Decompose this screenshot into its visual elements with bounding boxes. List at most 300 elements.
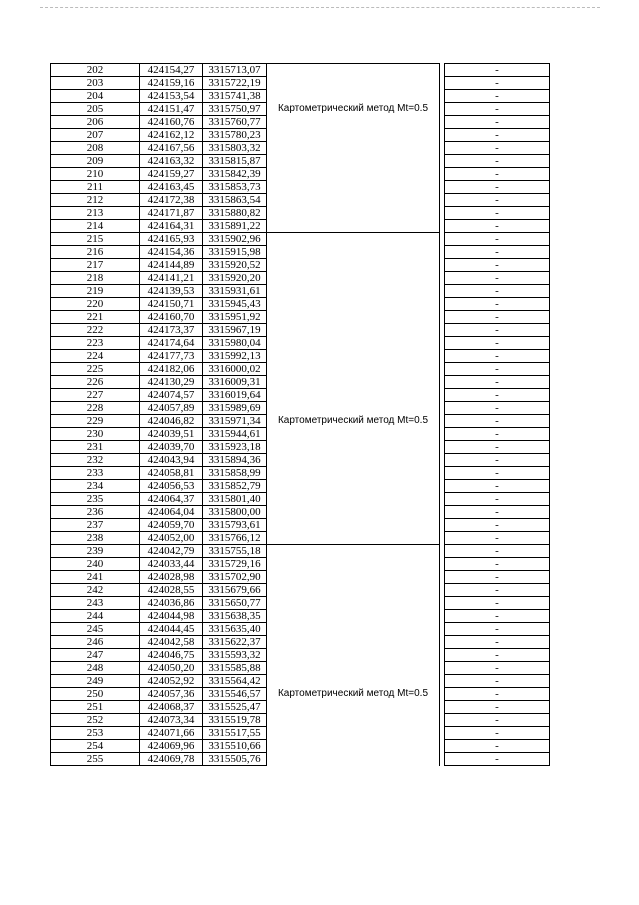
table-row	[51, 363, 550, 376]
method-cell	[267, 77, 440, 90]
method-label: Картометрический метод Mt=0.5	[277, 414, 429, 426]
dash-cell: -	[445, 90, 550, 103]
point-number-cell: 208	[51, 142, 140, 155]
table-row	[51, 441, 550, 454]
method-cell	[267, 675, 440, 688]
y-coordinate-cell: 3315722,19	[203, 77, 267, 90]
x-coordinate-cell: 424064,04	[140, 506, 203, 519]
method-cell	[267, 467, 440, 480]
method-cell	[267, 701, 440, 714]
table-row	[51, 90, 550, 103]
point-number-cell: 213	[51, 207, 140, 220]
table-row	[51, 246, 550, 259]
dash-cell: -	[445, 168, 550, 181]
dash-cell: -	[445, 363, 550, 376]
y-coordinate-cell: 3315880,82	[203, 207, 267, 220]
y-coordinate-cell: 3315525,47	[203, 701, 267, 714]
y-coordinate-cell: 3315755,18	[203, 545, 267, 558]
table-row	[51, 545, 550, 558]
method-cell	[267, 285, 440, 298]
table-row	[51, 558, 550, 571]
x-coordinate-cell: 424159,16	[140, 77, 203, 90]
table-row	[51, 610, 550, 623]
table-row	[51, 233, 550, 246]
y-coordinate-cell: 3315853,73	[203, 181, 267, 194]
dash-cell: -	[445, 64, 550, 77]
x-coordinate-cell: 424069,78	[140, 753, 203, 766]
method-cell	[267, 233, 440, 246]
method-cell	[267, 571, 440, 584]
method-cell	[267, 584, 440, 597]
y-coordinate-cell: 3315842,39	[203, 168, 267, 181]
dash-cell: -	[445, 194, 550, 207]
point-number-cell: 253	[51, 727, 140, 740]
method-cell	[267, 64, 440, 77]
method-cell	[267, 532, 440, 545]
x-coordinate-cell: 424039,70	[140, 441, 203, 454]
table-row	[51, 454, 550, 467]
method-label: Картометрический метод Mt=0.5	[277, 687, 429, 699]
table-row	[51, 428, 550, 441]
table-row	[51, 753, 550, 766]
dash-cell: -	[445, 350, 550, 363]
method-cell	[267, 298, 440, 311]
y-coordinate-cell: 3315920,52	[203, 259, 267, 272]
dash-cell: -	[445, 376, 550, 389]
point-number-cell: 249	[51, 675, 140, 688]
method-cell	[267, 714, 440, 727]
table-row	[51, 376, 550, 389]
point-number-cell: 211	[51, 181, 140, 194]
x-coordinate-cell: 424044,98	[140, 610, 203, 623]
x-coordinate-cell: 424151,47	[140, 103, 203, 116]
point-number-cell: 230	[51, 428, 140, 441]
x-coordinate-cell: 424039,51	[140, 428, 203, 441]
dash-cell: -	[445, 727, 550, 740]
table-row	[51, 636, 550, 649]
table-row	[51, 727, 550, 740]
x-coordinate-cell: 424173,37	[140, 324, 203, 337]
x-coordinate-cell: 424059,70	[140, 519, 203, 532]
point-number-cell: 224	[51, 350, 140, 363]
x-coordinate-cell: 424150,71	[140, 298, 203, 311]
x-coordinate-cell: 424074,57	[140, 389, 203, 402]
table-row	[51, 506, 550, 519]
table-row	[51, 285, 550, 298]
dash-cell: -	[445, 532, 550, 545]
table-row	[51, 389, 550, 402]
dash-cell: -	[445, 441, 550, 454]
dash-cell: -	[445, 324, 550, 337]
y-coordinate-cell: 3315766,12	[203, 532, 267, 545]
table-row	[51, 493, 550, 506]
x-coordinate-cell: 424056,53	[140, 480, 203, 493]
method-cell	[267, 636, 440, 649]
x-coordinate-cell: 424182,06	[140, 363, 203, 376]
method-cell	[267, 311, 440, 324]
point-number-cell: 218	[51, 272, 140, 285]
y-coordinate-cell: 3315992,13	[203, 350, 267, 363]
method-cell	[267, 142, 440, 155]
table-row	[51, 688, 550, 701]
y-coordinate-cell: 3315517,55	[203, 727, 267, 740]
dash-cell: -	[445, 155, 550, 168]
method-cell	[267, 337, 440, 350]
x-coordinate-cell: 424050,20	[140, 662, 203, 675]
table-row	[51, 480, 550, 493]
y-coordinate-cell: 3315702,90	[203, 571, 267, 584]
y-coordinate-cell: 3315852,79	[203, 480, 267, 493]
x-coordinate-cell: 424167,56	[140, 142, 203, 155]
y-coordinate-cell: 3315713,07	[203, 64, 267, 77]
method-cell	[267, 558, 440, 571]
table-row	[51, 597, 550, 610]
x-coordinate-cell: 424144,89	[140, 259, 203, 272]
point-number-cell: 203	[51, 77, 140, 90]
table-row	[51, 155, 550, 168]
dash-cell: -	[445, 558, 550, 571]
method-cell	[267, 441, 440, 454]
method-cell	[267, 610, 440, 623]
y-coordinate-cell: 3315815,87	[203, 155, 267, 168]
x-coordinate-cell: 424172,38	[140, 194, 203, 207]
y-coordinate-cell: 3315741,38	[203, 90, 267, 103]
x-coordinate-cell: 424154,27	[140, 64, 203, 77]
point-number-cell: 232	[51, 454, 140, 467]
method-cell	[267, 259, 440, 272]
y-coordinate-cell: 3315622,37	[203, 636, 267, 649]
method-cell	[267, 740, 440, 753]
x-coordinate-cell: 424052,92	[140, 675, 203, 688]
y-coordinate-cell: 3315593,32	[203, 649, 267, 662]
dash-cell: -	[445, 519, 550, 532]
x-coordinate-cell: 424160,76	[140, 116, 203, 129]
x-coordinate-cell: 424042,58	[140, 636, 203, 649]
table-row	[51, 207, 550, 220]
y-coordinate-cell: 3315793,61	[203, 519, 267, 532]
point-number-cell: 244	[51, 610, 140, 623]
dash-cell: -	[445, 454, 550, 467]
dash-cell: -	[445, 662, 550, 675]
x-coordinate-cell: 424164,31	[140, 220, 203, 233]
y-coordinate-cell: 3315635,40	[203, 623, 267, 636]
method-cell	[267, 662, 440, 675]
y-coordinate-cell: 3315519,78	[203, 714, 267, 727]
x-coordinate-cell: 424068,37	[140, 701, 203, 714]
table-row	[51, 584, 550, 597]
dash-cell: -	[445, 701, 550, 714]
x-coordinate-cell: 424044,45	[140, 623, 203, 636]
dash-cell: -	[445, 714, 550, 727]
method-cell	[267, 350, 440, 363]
point-number-cell: 209	[51, 155, 140, 168]
table-row	[51, 519, 550, 532]
point-number-cell: 250	[51, 688, 140, 701]
point-number-cell: 247	[51, 649, 140, 662]
x-coordinate-cell: 424028,55	[140, 584, 203, 597]
dash-cell: -	[445, 610, 550, 623]
method-cell	[267, 454, 440, 467]
table-row	[51, 571, 550, 584]
point-number-cell: 240	[51, 558, 140, 571]
method-cell	[267, 90, 440, 103]
dash-cell: -	[445, 415, 550, 428]
point-number-cell: 254	[51, 740, 140, 753]
method-cell	[267, 181, 440, 194]
y-coordinate-cell: 3315729,16	[203, 558, 267, 571]
table-row	[51, 103, 550, 116]
y-coordinate-cell: 3315650,77	[203, 597, 267, 610]
table-row	[51, 740, 550, 753]
dash-cell: -	[445, 675, 550, 688]
table-row	[51, 623, 550, 636]
y-coordinate-cell: 3315894,36	[203, 454, 267, 467]
y-coordinate-cell: 3315923,18	[203, 441, 267, 454]
table-row	[51, 129, 550, 142]
dash-cell: -	[445, 480, 550, 493]
x-coordinate-cell: 424163,32	[140, 155, 203, 168]
dash-cell: -	[445, 298, 550, 311]
point-number-cell: 239	[51, 545, 140, 558]
method-cell	[267, 363, 440, 376]
point-number-cell: 242	[51, 584, 140, 597]
method-cell	[267, 727, 440, 740]
method-cell	[267, 103, 440, 116]
y-coordinate-cell: 3315585,88	[203, 662, 267, 675]
dash-cell: -	[445, 181, 550, 194]
point-number-cell: 204	[51, 90, 140, 103]
x-coordinate-cell: 424028,98	[140, 571, 203, 584]
x-coordinate-cell: 424046,82	[140, 415, 203, 428]
y-coordinate-cell: 3315980,04	[203, 337, 267, 350]
dash-cell: -	[445, 428, 550, 441]
x-coordinate-cell: 424160,70	[140, 311, 203, 324]
table-row	[51, 675, 550, 688]
y-coordinate-cell: 3315989,69	[203, 402, 267, 415]
y-coordinate-cell: 3316009,31	[203, 376, 267, 389]
method-cell	[267, 116, 440, 129]
y-coordinate-cell: 3315679,66	[203, 584, 267, 597]
point-number-cell: 243	[51, 597, 140, 610]
dash-cell: -	[445, 103, 550, 116]
point-number-cell: 217	[51, 259, 140, 272]
y-coordinate-cell: 3316000,02	[203, 363, 267, 376]
point-number-cell: 241	[51, 571, 140, 584]
dash-cell: -	[445, 129, 550, 142]
point-number-cell: 238	[51, 532, 140, 545]
dash-cell: -	[445, 77, 550, 90]
point-number-cell: 229	[51, 415, 140, 428]
x-coordinate-cell: 424162,12	[140, 129, 203, 142]
y-coordinate-cell: 3315505,76	[203, 753, 267, 766]
dash-cell: -	[445, 402, 550, 415]
y-coordinate-cell: 3315800,00	[203, 506, 267, 519]
dash-cell: -	[445, 311, 550, 324]
y-coordinate-cell: 3315750,97	[203, 103, 267, 116]
point-number-cell: 207	[51, 129, 140, 142]
point-number-cell: 206	[51, 116, 140, 129]
point-number-cell: 220	[51, 298, 140, 311]
dash-cell: -	[445, 584, 550, 597]
method-cell	[267, 402, 440, 415]
y-coordinate-cell: 3315971,34	[203, 415, 267, 428]
table-row	[51, 64, 550, 77]
method-cell	[267, 649, 440, 662]
point-number-cell: 235	[51, 493, 140, 506]
point-number-cell: 227	[51, 389, 140, 402]
y-coordinate-cell: 3315780,23	[203, 129, 267, 142]
x-coordinate-cell: 424154,36	[140, 246, 203, 259]
table-row	[51, 649, 550, 662]
point-number-cell: 248	[51, 662, 140, 675]
dash-cell: -	[445, 389, 550, 402]
dash-cell: -	[445, 753, 550, 766]
point-number-cell: 231	[51, 441, 140, 454]
x-coordinate-cell: 424069,96	[140, 740, 203, 753]
dash-cell: -	[445, 220, 550, 233]
point-number-cell: 215	[51, 233, 140, 246]
point-number-cell: 245	[51, 623, 140, 636]
x-coordinate-cell: 424071,66	[140, 727, 203, 740]
dash-cell: -	[445, 506, 550, 519]
method-cell	[267, 246, 440, 259]
dash-cell: -	[445, 337, 550, 350]
method-cell	[267, 220, 440, 233]
point-number-cell: 236	[51, 506, 140, 519]
y-coordinate-cell: 3315967,19	[203, 324, 267, 337]
dash-cell: -	[445, 207, 550, 220]
y-coordinate-cell: 3316019,64	[203, 389, 267, 402]
point-number-cell: 214	[51, 220, 140, 233]
table-row	[51, 701, 550, 714]
method-cell	[267, 272, 440, 285]
dash-cell: -	[445, 688, 550, 701]
y-coordinate-cell: 3315920,20	[203, 272, 267, 285]
y-coordinate-cell: 3315951,92	[203, 311, 267, 324]
x-coordinate-cell: 424163,45	[140, 181, 203, 194]
table-row	[51, 311, 550, 324]
dash-cell: -	[445, 623, 550, 636]
point-number-cell: 221	[51, 311, 140, 324]
table-row	[51, 142, 550, 155]
method-cell	[267, 389, 440, 402]
dash-cell: -	[445, 740, 550, 753]
x-coordinate-cell: 424036,86	[140, 597, 203, 610]
table-row	[51, 259, 550, 272]
method-cell	[267, 597, 440, 610]
method-cell	[267, 194, 440, 207]
y-coordinate-cell: 3315638,35	[203, 610, 267, 623]
y-coordinate-cell: 3315564,42	[203, 675, 267, 688]
point-number-cell: 251	[51, 701, 140, 714]
table-row	[51, 350, 550, 363]
dash-cell: -	[445, 467, 550, 480]
dash-cell: -	[445, 233, 550, 246]
x-coordinate-cell: 424064,37	[140, 493, 203, 506]
x-coordinate-cell: 424033,44	[140, 558, 203, 571]
x-coordinate-cell: 424052,00	[140, 532, 203, 545]
x-coordinate-cell: 424165,93	[140, 233, 203, 246]
method-cell	[267, 506, 440, 519]
point-number-cell: 228	[51, 402, 140, 415]
y-coordinate-cell: 3315944,61	[203, 428, 267, 441]
table-row	[51, 532, 550, 545]
method-cell	[267, 688, 440, 701]
point-number-cell: 246	[51, 636, 140, 649]
x-coordinate-cell: 424042,79	[140, 545, 203, 558]
coordinates-table-body	[51, 64, 550, 766]
method-cell	[267, 168, 440, 181]
dash-cell: -	[445, 571, 550, 584]
x-coordinate-cell: 424130,29	[140, 376, 203, 389]
point-number-cell: 234	[51, 480, 140, 493]
method-cell	[267, 324, 440, 337]
x-coordinate-cell: 424073,34	[140, 714, 203, 727]
point-number-cell: 237	[51, 519, 140, 532]
dash-cell: -	[445, 649, 550, 662]
x-coordinate-cell: 424153,54	[140, 90, 203, 103]
method-cell	[267, 376, 440, 389]
y-coordinate-cell: 3315546,57	[203, 688, 267, 701]
y-coordinate-cell: 3315915,98	[203, 246, 267, 259]
method-cell	[267, 428, 440, 441]
y-coordinate-cell: 3315891,22	[203, 220, 267, 233]
table-row	[51, 415, 550, 428]
method-cell	[267, 493, 440, 506]
x-coordinate-cell: 424171,87	[140, 207, 203, 220]
table-row	[51, 324, 550, 337]
dash-cell: -	[445, 285, 550, 298]
point-number-cell: 226	[51, 376, 140, 389]
method-cell	[267, 207, 440, 220]
point-number-cell: 202	[51, 64, 140, 77]
method-cell	[267, 623, 440, 636]
point-number-cell: 233	[51, 467, 140, 480]
point-number-cell: 205	[51, 103, 140, 116]
dash-cell: -	[445, 493, 550, 506]
y-coordinate-cell: 3315902,96	[203, 233, 267, 246]
dash-cell: -	[445, 142, 550, 155]
x-coordinate-cell: 424057,36	[140, 688, 203, 701]
x-coordinate-cell: 424057,89	[140, 402, 203, 415]
point-number-cell: 223	[51, 337, 140, 350]
dash-cell: -	[445, 259, 550, 272]
table-row	[51, 298, 550, 311]
point-number-cell: 219	[51, 285, 140, 298]
y-coordinate-cell: 3315803,32	[203, 142, 267, 155]
method-cell	[267, 155, 440, 168]
point-number-cell: 216	[51, 246, 140, 259]
table-row	[51, 220, 550, 233]
y-coordinate-cell: 3315931,61	[203, 285, 267, 298]
dash-cell: -	[445, 545, 550, 558]
point-number-cell: 222	[51, 324, 140, 337]
method-cell	[267, 480, 440, 493]
coordinates-table	[50, 63, 550, 766]
point-number-cell: 212	[51, 194, 140, 207]
y-coordinate-cell: 3315945,43	[203, 298, 267, 311]
x-coordinate-cell: 424043,94	[140, 454, 203, 467]
x-coordinate-cell: 424174,64	[140, 337, 203, 350]
method-cell	[267, 753, 440, 766]
method-cell	[267, 519, 440, 532]
x-coordinate-cell: 424046,75	[140, 649, 203, 662]
dash-cell: -	[445, 116, 550, 129]
table-row	[51, 662, 550, 675]
table-row	[51, 337, 550, 350]
dash-cell: -	[445, 272, 550, 285]
method-cell	[267, 415, 440, 428]
